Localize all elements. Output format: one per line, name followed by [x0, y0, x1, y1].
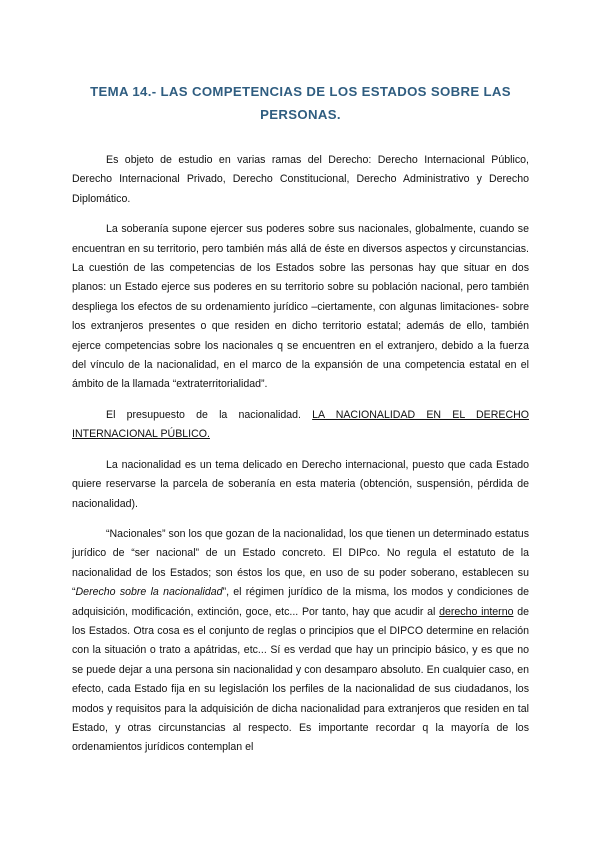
paragraph-5-italic: Derecho sobre la nacionalidad — [75, 586, 223, 599]
document-title — [72, 80, 529, 126]
paragraph-3-text: El presupuesto de la nacionalidad. — [106, 408, 313, 421]
title-line-1: TEMA 14.- LAS COMPETENCIAS DE LOS ESTADOS SOBRE LAS — [90, 84, 511, 99]
paragraph-5-part-a: “Nacionales” son los que gozan de la nacionalidad, los que tienen un determinado estatus jurídico de “ser nacional” de un Estado concreto. El DIPco. No regula el estatuto de la nacionalidad de los Estados; son éstos los que, en uso de su poder soberano, establecen su “ — [72, 527, 529, 599]
paragraph-1: Es objeto de estudio en varias ramas del Derecho: Derecho Internacional Público, Derecho Internacional Privado, Derecho Constitucional, Derecho Administrativo y Derecho Diplomático. — [72, 154, 529, 205]
title-line-2: PERSONAS. — [260, 107, 341, 122]
paragraph-5 — [72, 525, 529, 758]
paragraph-3 — [72, 406, 529, 445]
paragraph-2: La soberanía supone ejercer sus poderes sobre sus nacionales, globalmente, cuando se encuentran en su territorio, pero también más allá de éste en diversos aspectos y circunstancias. La cuestión de las competencias de los Estados sobre las personas hay que situar en dos planos: un Estado ejerce sus poderes en su territorio sobre su población nacional, pero también despliega los efectos de su ordenamiento jurídico –ciertamente, con algunas limitaciones- sobre los extranjeros presentes o que residen en dicho territorio estatal; además de ello, también ejerce competencias sobre los nacionales q se encuentren en el extranjero, debido a la fuerza del vínculo de la nacionalidad, en el marco de la expansión de una competencia estatal en el ámbito de la llamada “extraterritorialidad”. — [72, 223, 529, 391]
paragraph-4: La nacionalidad es un tema delicado en Derecho internacional, puesto que cada Estado quiere reservarse la parcela de soberanía en esta materia (obtención, suspensión, pérdida de nacionalidad). — [72, 458, 529, 510]
paragraph-5-part-b: ”, el régimen jurídico de la misma, los modos y condiciones de adquisición, modificación, extinción, goce, etc... Por tanto, hay que acudir al — [72, 586, 529, 618]
paragraph-5-part-c: de los Estados. Otra cosa es el conjunto de reglas o principios que el DIPCO determine en relación con la situación o trato a apátridas, etc... Sí es verdad que hay un principio básico, y es que no se puede dejar a una persona sin nacionalidad y con desamparo absoluto. En cualquier caso, en efecto, cada Estado fija en su legislación los perfiles de la nacionalidad de sus ciudadanos, los modos y requisitos para la adquisición de dicha nacionalidad para extranjeros que residen en tal Estado, y otras circunstancias al respecto. Es importante recordar q la mayoría de los ordenamientos jurídicos contemplan el — [72, 605, 529, 754]
section-heading-underlined: LA NACIONALIDAD EN EL DERECHO INTERNACIONAL PÚBLICO. — [72, 408, 529, 441]
paragraph-5-underlined: derecho interno — [439, 605, 514, 618]
